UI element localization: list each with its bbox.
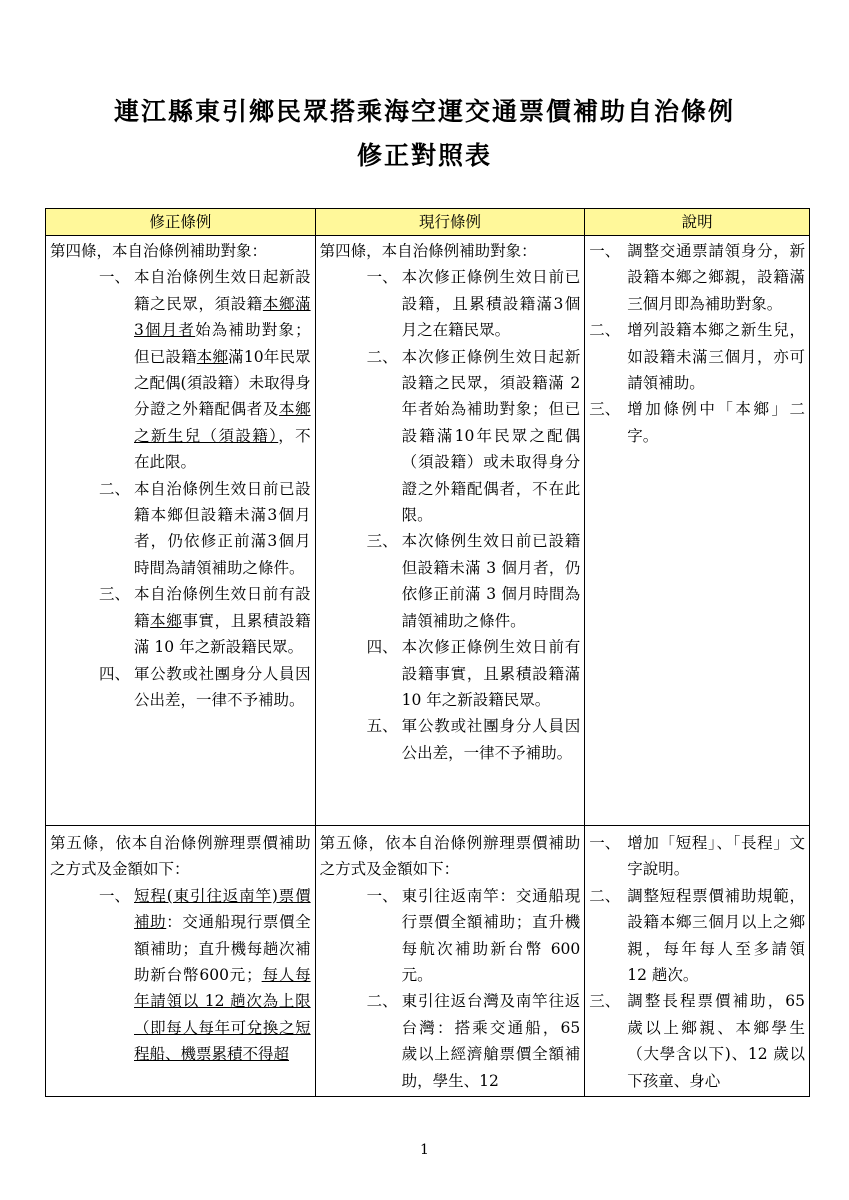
amended-cell [46,236,316,826]
amended-cell [46,826,316,1097]
list-item: 一、 東引往返南竿：交通船現行票價全額補助；直升機每航次補助新台幣 600 元。 [366,886,581,985]
current-cell [315,826,585,1097]
list-item: 一、 調整交通票請領身分，新設籍本鄉之鄉親，設籍滿三個月即為補助對象。 [589,242,805,313]
list-item: 三、 本次條例生效日前已設籍但設籍未滿 3 個月者，仍依修正前滿 3 個月時間為請領補助之條件。 [366,532,581,630]
comparison-table [45,208,810,1097]
document-subtitle: 修正對照表 [356,141,492,170]
article-lead: 第四條，本自治條例補助對象： [319,242,537,260]
list-item: 二、 增列設籍本鄉之新生兒，如設籍未滿三個月，亦可請領補助。 [589,321,805,393]
page-number: 1 [420,1142,429,1158]
list-item: 二、 調整短程票價補助規範，設籍本鄉三個月以上之鄉親，每年每人至多請領 12 趟次。 [589,886,805,985]
document-title: 連江縣東引鄉民眾搭乘海空運交通票價補助自治條例 [113,97,735,126]
article-lead: 第五條，依本自治條例辦理票價補助之方式及金額如下： [50,834,311,879]
article-lead: 第四條，本自治條例補助對象： [50,242,268,260]
table-row [46,236,810,826]
list-item: 一、 本次修正條例生效日前已設籍，且累積設籍滿3個月之在籍民眾。 [366,268,581,340]
list-item: 一、 增加「短程」、「長程」文字說明。 [589,834,805,879]
table-row [46,826,810,1097]
current-cell [315,236,585,826]
header-notes: 說明 [585,209,810,236]
list-item: 三、 調整長程票價補助，65 歲以上鄉親、本鄉學生（大學含以下)、12 歲以下孩童、身心 [589,992,805,1090]
list-item: 四、 本次修正條例生效日前有設籍事實，且累積設籍滿 10 年之新設籍民眾。 [366,638,581,709]
header-amended: 修正條例 [46,209,316,236]
table-header-row [46,209,810,236]
list-item: 五、 軍公教或社團身分人員因公出差，一律不予補助。 [366,717,581,762]
list-item: 三、 增加條例中「本鄉」二字。 [589,400,805,445]
list-item: 一、 短程(東引往返南竿)票價補助：交通船現行票價全額補助；直升機每趟次補助新台幣600元；每人每年請領以 12 趟次為上限（即每人每年可兌換之短程船、機票累積不得超 [98,886,311,1064]
list-item: 一、 本自治條例生效日起新設籍之民眾，須設籍本鄉滿3個月者始為補助對象；但已設籍本鄉滿10年民眾之配偶(須設籍）未取得身分證之外籍配偶者及本鄉之新生兒（須設籍），不在此限。 [98,268,311,472]
notes-cell [585,826,810,1097]
list-item: 二、 本自治條例生效日前已設籍本鄉但設籍未滿3個月者，仍依修正前滿3個月時間為請領補助之條件。 [98,479,311,577]
list-item: 三、 本自治條例生效日前有設籍本鄉事實，且累積設籍滿 10 年之新設籍民眾。 [98,585,311,657]
header-current: 現行條例 [315,209,585,236]
notes-cell [585,236,810,826]
article-lead: 第五條，依本自治條例辦理票價補助之方式及金額如下： [319,834,581,879]
list-item: 二、 本次修正條例生效日起新設籍之民眾，須設籍滿 2 年者始為補助對象；但已設籍滿10年民眾之配偶（須設籍）或未取得身分證之外籍配偶者，不在此限。 [366,347,581,525]
list-item: 四、 軍公教或社團身分人員因公出差，一律不予補助。 [98,664,311,709]
list-item: 二、 東引往返台灣及南竿往返台灣：搭乘交通船，65 歲以上經濟艙票價全額補助，學生、12 [366,992,581,1090]
